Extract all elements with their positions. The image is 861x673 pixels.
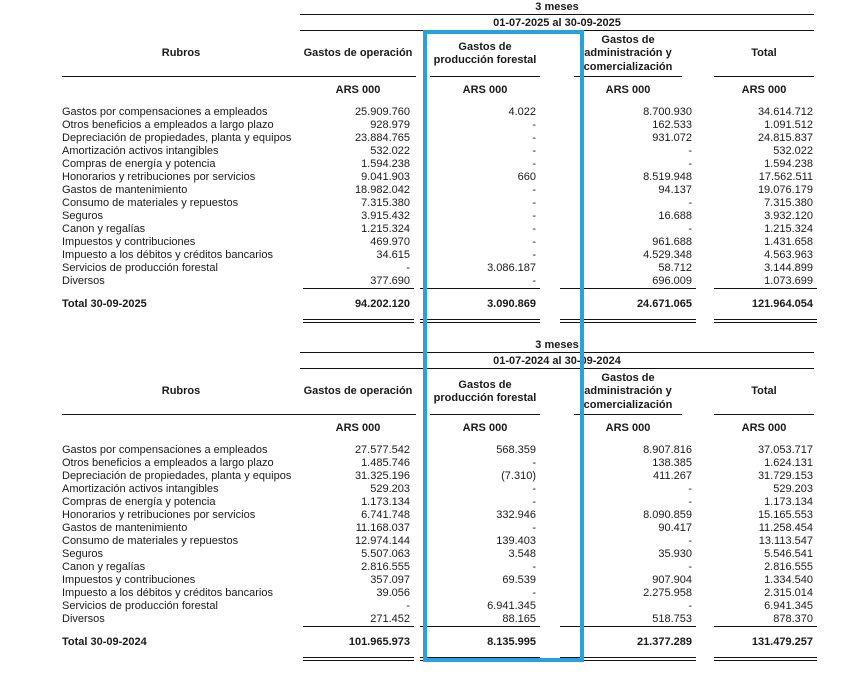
row-value-produccion-forestal: - bbox=[532, 196, 536, 209]
row-label: Otros beneficios a empleados a largo plazo bbox=[62, 456, 274, 469]
row-value-operacion: 23.884.765 bbox=[354, 131, 410, 144]
row-value-administracion: 8.519.948 bbox=[643, 170, 692, 183]
row-value-total: 1.594.238 bbox=[764, 157, 813, 170]
total-label: Total 30-09-2024 bbox=[62, 636, 147, 648]
unit-label: ARS 000 bbox=[605, 84, 651, 96]
row-value-total: 1.431.658 bbox=[764, 235, 813, 248]
row-value-operacion: 7.315.380 bbox=[361, 196, 410, 209]
row-label: Seguros bbox=[62, 547, 103, 560]
row-value-operacion: 529.203 bbox=[370, 482, 410, 495]
column-header-row bbox=[0, 32, 861, 77]
period-label: 3 meses bbox=[300, 339, 814, 353]
row-value-operacion: 25.909.760 bbox=[354, 105, 410, 118]
table-header bbox=[0, 338, 861, 443]
row-value-operacion: 377.690 bbox=[370, 274, 410, 287]
row-value-total: 15.165.553 bbox=[757, 508, 813, 521]
table-row bbox=[0, 118, 861, 131]
total-value-total: 121.964.054 bbox=[751, 298, 813, 310]
row-value-total: 2.816.555 bbox=[764, 560, 813, 573]
row-value-operacion: 357.097 bbox=[370, 573, 410, 586]
row-value-operacion: 5.507.063 bbox=[361, 547, 410, 560]
table-row bbox=[0, 612, 861, 625]
row-label: Gastos de mantenimiento bbox=[62, 183, 188, 196]
row-label: Depreciación de propiedades, planta y equipos bbox=[62, 131, 292, 144]
unit-label: ARS 000 bbox=[335, 84, 381, 96]
total-rule-bottom bbox=[0, 656, 861, 662]
column-header-total: Total bbox=[714, 370, 814, 415]
table-row bbox=[0, 131, 861, 144]
period-row bbox=[0, 0, 861, 16]
column-header-total: Total bbox=[714, 32, 814, 77]
row-label: Otros beneficios a empleados a largo plazo bbox=[62, 118, 274, 131]
date-range: 01-07-2024 al 30-09-2024 bbox=[300, 355, 814, 369]
table-row bbox=[0, 105, 861, 118]
table-row bbox=[0, 456, 861, 469]
unit-label: ARS 000 bbox=[335, 422, 381, 434]
row-value-operacion: 34.615 bbox=[376, 248, 410, 261]
row-value-administracion: - bbox=[688, 144, 692, 157]
row-label: Consumo de materiales y repuestos bbox=[62, 534, 239, 547]
row-value-produccion-forestal: - bbox=[532, 118, 536, 131]
table-row bbox=[0, 222, 861, 235]
row-label: Impuestos y contribuciones bbox=[62, 573, 196, 586]
unit-row bbox=[0, 415, 861, 437]
row-label: Compras de energía y potencia bbox=[62, 495, 216, 508]
row-value-operacion: 1.594.238 bbox=[361, 157, 410, 170]
table-row bbox=[0, 248, 861, 261]
table-row bbox=[0, 547, 861, 560]
row-value-produccion-forestal: - bbox=[532, 144, 536, 157]
row-value-administracion: 8.090.859 bbox=[643, 508, 692, 521]
row-value-operacion: 31.325.196 bbox=[354, 469, 410, 482]
total-value-produccion-forestal: 8.135.995 bbox=[487, 636, 536, 648]
row-value-produccion-forestal: - bbox=[532, 248, 536, 261]
row-label: Gastos por compensaciones a empleados bbox=[62, 105, 268, 118]
column-header-row bbox=[0, 370, 861, 415]
row-value-administracion: 90.417 bbox=[658, 521, 692, 534]
row-label: Impuestos y contribuciones bbox=[62, 235, 196, 248]
table-row bbox=[0, 157, 861, 170]
row-value-produccion-forestal: - bbox=[532, 235, 536, 248]
row-value-administracion: - bbox=[688, 196, 692, 209]
row-value-total: 2.315.014 bbox=[764, 586, 813, 599]
row-value-produccion-forestal: 88.165 bbox=[502, 612, 536, 625]
row-value-operacion: 1.215.324 bbox=[361, 222, 410, 235]
column-header-operacion: Gastos de operación bbox=[300, 370, 416, 415]
row-value-administracion: 518.753 bbox=[652, 612, 692, 625]
row-label: Gastos por compensaciones a empleados bbox=[62, 443, 268, 456]
row-value-operacion: 1.485.746 bbox=[361, 456, 410, 469]
period-label: 3 meses bbox=[300, 1, 814, 15]
row-value-operacion: 12.974.144 bbox=[354, 534, 410, 547]
total-value-operacion: 101.965.973 bbox=[348, 636, 410, 648]
unit-label: ARS 000 bbox=[462, 84, 508, 96]
unit-label: ARS 000 bbox=[605, 422, 651, 434]
total-value-produccion-forestal: 3.090.869 bbox=[487, 298, 536, 310]
unit-label: ARS 000 bbox=[741, 84, 787, 96]
total-value-total: 131.479.257 bbox=[751, 636, 813, 648]
table-row bbox=[0, 469, 861, 482]
row-label: Consumo de materiales y repuestos bbox=[62, 196, 239, 209]
row-value-total: 5.546.541 bbox=[764, 547, 813, 560]
row-label: Servicios de producción forestal bbox=[62, 599, 218, 612]
row-label: Canon y regalías bbox=[62, 560, 146, 573]
row-value-administracion: 411.267 bbox=[653, 469, 692, 482]
row-value-total: 19.076.179 bbox=[757, 183, 813, 196]
row-value-produccion-forestal: - bbox=[532, 209, 536, 222]
column-header-rubros: Rubros bbox=[62, 32, 300, 77]
row-value-operacion: 532.022 bbox=[370, 144, 410, 157]
row-value-operacion: 18.982.042 bbox=[354, 183, 410, 196]
row-value-total: 1.334.540 bbox=[764, 573, 813, 586]
total-rule-bottom bbox=[0, 318, 861, 324]
row-value-operacion: 469.970 bbox=[370, 235, 410, 248]
table-row bbox=[0, 560, 861, 573]
row-value-produccion-forestal: - bbox=[532, 183, 536, 196]
row-value-administracion: 961.688 bbox=[652, 235, 692, 248]
row-value-operacion: 928.979 bbox=[370, 118, 410, 131]
row-value-administracion: 8.700.930 bbox=[643, 105, 692, 118]
table-row bbox=[0, 274, 861, 287]
row-value-operacion: - bbox=[406, 261, 410, 274]
expense-table bbox=[0, 0, 861, 324]
row-value-total: 13.113.547 bbox=[758, 534, 813, 547]
unit-row bbox=[0, 77, 861, 99]
table-row bbox=[0, 521, 861, 534]
row-value-administracion: 58.712 bbox=[658, 261, 692, 274]
row-value-total: 24.815.837 bbox=[757, 131, 813, 144]
row-value-produccion-forestal: - bbox=[532, 131, 536, 144]
row-value-produccion-forestal: - bbox=[532, 482, 536, 495]
row-value-produccion-forestal: - bbox=[532, 586, 536, 599]
table-row bbox=[0, 235, 861, 248]
row-value-operacion: 271.452 bbox=[370, 612, 410, 625]
period-row bbox=[0, 338, 861, 354]
row-label: Depreciación de propiedades, planta y equipos bbox=[62, 469, 292, 482]
row-value-administracion: 138.385 bbox=[652, 456, 692, 469]
row-label: Honorarios y retribuciones por servicios bbox=[62, 170, 256, 183]
row-label: Servicios de producción forestal bbox=[62, 261, 218, 274]
row-value-produccion-forestal: - bbox=[532, 521, 536, 534]
row-value-total: 37.053.717 bbox=[757, 443, 813, 456]
row-value-administracion: 35.930 bbox=[658, 547, 692, 560]
total-label: Total 30-09-2025 bbox=[62, 298, 147, 310]
row-value-produccion-forestal: 69.539 bbox=[502, 573, 536, 586]
column-header-produccion-forestal: Gastos de producción forestal bbox=[430, 370, 540, 415]
row-label: Impuesto a los débitos y créditos bancarios bbox=[62, 586, 273, 599]
row-value-administracion: - bbox=[688, 482, 692, 495]
row-value-produccion-forestal: 568.359 bbox=[496, 443, 536, 456]
row-value-administracion: 931.072 bbox=[652, 131, 692, 144]
row-value-produccion-forestal: 3.548 bbox=[508, 547, 536, 560]
table-body bbox=[0, 105, 861, 287]
date-range-row bbox=[0, 354, 861, 370]
row-value-produccion-forestal: 3.086.187 bbox=[487, 261, 536, 274]
row-value-total: 1.624.131 bbox=[764, 456, 813, 469]
table-row bbox=[0, 599, 861, 612]
column-header-produccion-forestal: Gastos de producción forestal bbox=[430, 32, 540, 77]
row-label: Canon y regalías bbox=[62, 222, 146, 235]
table-footer bbox=[0, 625, 861, 662]
row-value-total: 532.022 bbox=[773, 144, 813, 157]
expense-table-2025 bbox=[0, 0, 861, 324]
row-value-administracion: - bbox=[688, 222, 692, 235]
row-value-administracion: 4.529.348 bbox=[643, 248, 692, 261]
row-value-administracion: 16.688 bbox=[658, 209, 692, 222]
row-label: Honorarios y retribuciones por servicios bbox=[62, 508, 256, 521]
row-value-total: 3.144.899 bbox=[764, 261, 813, 274]
row-value-administracion: - bbox=[688, 534, 692, 547]
row-value-produccion-forestal: - bbox=[532, 274, 536, 287]
table-row bbox=[0, 170, 861, 183]
row-value-administracion: 162.533 bbox=[652, 118, 692, 131]
row-value-operacion: 2.816.555 bbox=[361, 560, 410, 573]
row-value-operacion: 27.577.542 bbox=[354, 443, 410, 456]
column-header-rubros: Rubros bbox=[62, 370, 300, 415]
total-value-administracion: 21.377.289 bbox=[636, 636, 692, 648]
row-value-produccion-forestal: (7.310) bbox=[501, 469, 536, 482]
table-row bbox=[0, 508, 861, 521]
table-row bbox=[0, 482, 861, 495]
row-value-total: 11.258.454 bbox=[758, 521, 813, 534]
row-value-produccion-forestal: - bbox=[532, 560, 536, 573]
row-value-produccion-forestal: 660 bbox=[517, 170, 536, 183]
row-value-produccion-forestal: - bbox=[532, 456, 536, 469]
total-value-operacion: 94.202.120 bbox=[354, 298, 410, 310]
row-value-total: 6.941.345 bbox=[764, 599, 813, 612]
row-value-total: 4.563.963 bbox=[764, 248, 813, 261]
row-value-produccion-forestal: - bbox=[532, 222, 536, 235]
table-row bbox=[0, 534, 861, 547]
table-row bbox=[0, 586, 861, 599]
row-value-total: 31.729.153 bbox=[757, 469, 813, 482]
row-label: Compras de energía y potencia bbox=[62, 157, 216, 170]
row-value-total: 1.073.699 bbox=[764, 274, 813, 287]
unit-label: ARS 000 bbox=[462, 422, 508, 434]
column-header-administracion: Gastos de administración y comercialización bbox=[574, 32, 682, 77]
table-row bbox=[0, 183, 861, 196]
table-header bbox=[0, 0, 861, 105]
row-value-total: 1.215.324 bbox=[764, 222, 813, 235]
row-value-administracion: 2.275.958 bbox=[643, 586, 692, 599]
row-value-administracion: 907.904 bbox=[652, 573, 692, 586]
row-label: Diversos bbox=[62, 612, 105, 625]
row-value-operacion: 1.173.134 bbox=[361, 495, 410, 508]
table-footer bbox=[0, 287, 861, 324]
table-row bbox=[0, 573, 861, 586]
row-value-administracion: 696.009 bbox=[652, 274, 692, 287]
row-value-administracion: 94.137 bbox=[658, 183, 692, 196]
row-value-total: 878.370 bbox=[773, 612, 813, 625]
total-row bbox=[0, 290, 861, 318]
date-range: 01-07-2025 al 30-09-2025 bbox=[300, 17, 814, 31]
row-label: Gastos de mantenimiento bbox=[62, 521, 188, 534]
date-range-row bbox=[0, 16, 861, 32]
row-label: Amortización activos intangibles bbox=[62, 144, 219, 157]
row-value-total: 529.203 bbox=[773, 482, 813, 495]
table-row bbox=[0, 144, 861, 157]
row-value-administracion: - bbox=[688, 157, 692, 170]
unit-label: ARS 000 bbox=[741, 422, 787, 434]
row-value-administracion: - bbox=[688, 599, 692, 612]
table-row bbox=[0, 261, 861, 274]
row-value-produccion-forestal: 139.403 bbox=[496, 534, 536, 547]
table-row bbox=[0, 443, 861, 456]
row-value-administracion: 8.907.816 bbox=[643, 443, 692, 456]
row-value-total: 1.091.512 bbox=[764, 118, 813, 131]
row-value-total: 7.315.380 bbox=[764, 196, 813, 209]
row-value-produccion-forestal: 6.941.345 bbox=[487, 599, 536, 612]
row-value-operacion: - bbox=[406, 599, 410, 612]
row-label: Seguros bbox=[62, 209, 103, 222]
row-value-total: 3.932.120 bbox=[764, 209, 813, 222]
row-value-produccion-forestal: 4.022 bbox=[508, 105, 536, 118]
table-row bbox=[0, 495, 861, 508]
expense-table bbox=[0, 338, 861, 662]
row-value-produccion-forestal: - bbox=[532, 495, 536, 508]
row-label: Impuesto a los débitos y créditos bancarios bbox=[62, 248, 273, 261]
row-value-operacion: 3.915.432 bbox=[361, 209, 410, 222]
total-row bbox=[0, 628, 861, 656]
row-value-administracion: - bbox=[688, 495, 692, 508]
total-value-administracion: 24.671.065 bbox=[636, 298, 692, 310]
row-value-operacion: 39.056 bbox=[376, 586, 410, 599]
column-header-administracion: Gastos de administración y comercialización bbox=[574, 370, 682, 415]
table-body bbox=[0, 443, 861, 625]
table-row bbox=[0, 196, 861, 209]
table-row bbox=[0, 209, 861, 222]
row-value-total: 1.173.134 bbox=[764, 495, 813, 508]
expense-table-2024 bbox=[0, 338, 861, 662]
row-value-operacion: 11.168.037 bbox=[355, 521, 410, 534]
row-value-operacion: 6.741.748 bbox=[361, 508, 410, 521]
row-label: Amortización activos intangibles bbox=[62, 482, 219, 495]
column-header-operacion: Gastos de operación bbox=[300, 32, 416, 77]
row-value-operacion: 9.041.903 bbox=[361, 170, 410, 183]
row-label: Diversos bbox=[62, 274, 105, 287]
row-value-produccion-forestal: 332.946 bbox=[496, 508, 536, 521]
row-value-total: 34.614.712 bbox=[757, 105, 813, 118]
row-value-produccion-forestal: - bbox=[532, 157, 536, 170]
row-value-total: 17.562.511 bbox=[758, 170, 813, 183]
row-value-administracion: - bbox=[688, 560, 692, 573]
